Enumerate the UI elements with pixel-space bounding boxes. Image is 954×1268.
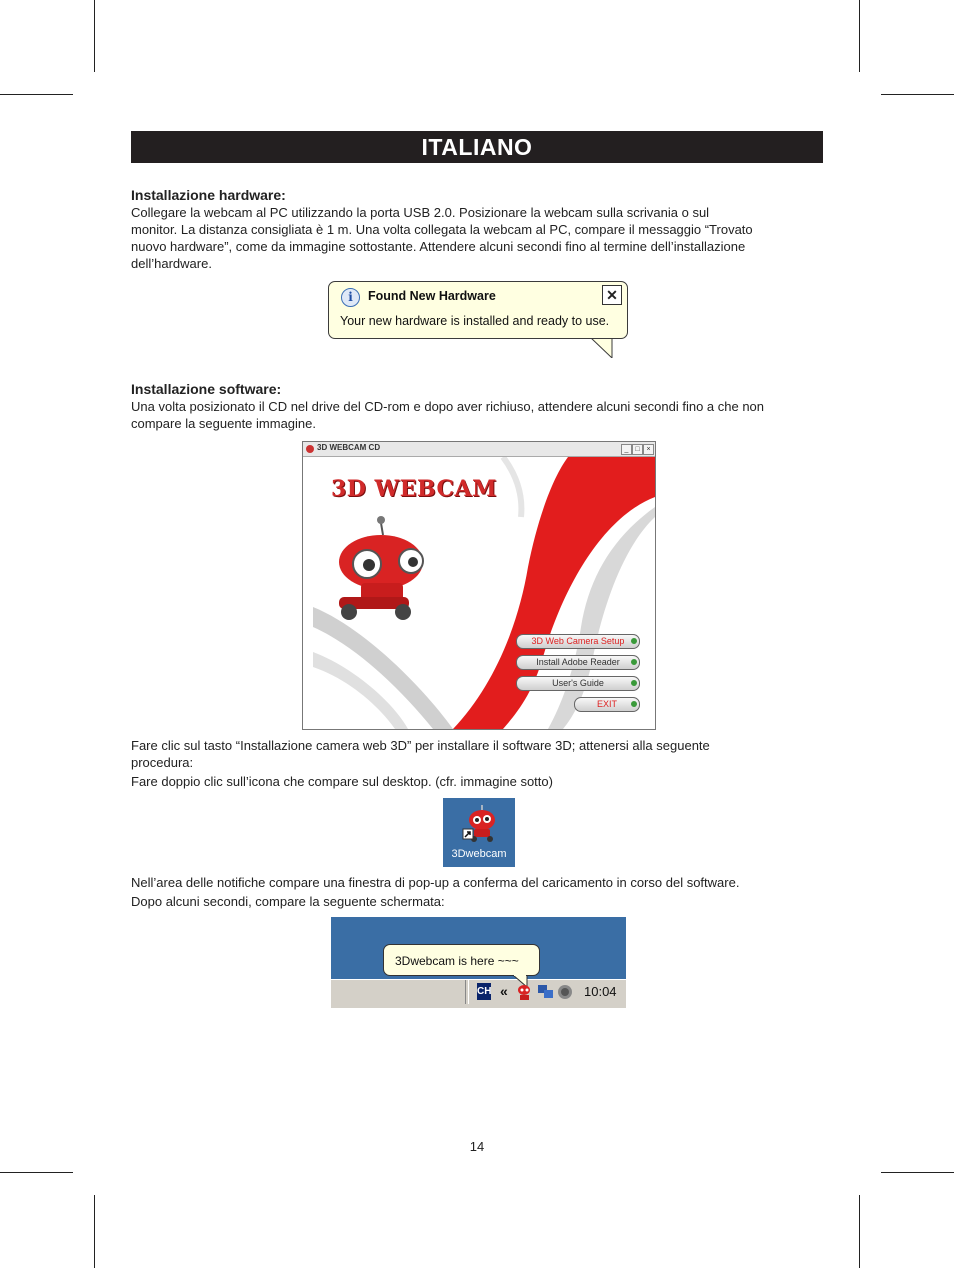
window-title: 3D WEBCAM CD — [317, 443, 381, 452]
balloon-message: Your new hardware is installed and ready to use. — [340, 314, 610, 328]
install-adobe-label: Install Adobe Reader — [536, 657, 620, 667]
instructions-section — [131, 737, 823, 790]
webcam-setup-label: 3D Web Camera Setup — [531, 636, 625, 646]
close-icon[interactable]: ✕ — [602, 285, 622, 305]
tray-clock: 10:04 — [584, 984, 617, 999]
install-adobe-reader-button[interactable] — [516, 655, 640, 670]
notify-section — [131, 874, 823, 910]
users-guide-label: User's Guide — [552, 678, 604, 688]
crop-mark — [881, 94, 954, 95]
robot-tray-icon — [518, 985, 530, 1000]
language-indicator[interactable]: CH — [477, 983, 491, 1000]
balloon-title: Found New Hardware — [368, 289, 496, 303]
crop-mark — [0, 1172, 73, 1173]
shortcut-label: 3Dwebcam — [451, 848, 507, 860]
bullet-icon — [631, 680, 637, 686]
tray-icons — [331, 917, 626, 1007]
app-icon — [306, 445, 314, 453]
exit-label: EXIT — [596, 699, 617, 709]
hardware-heading: Installazione hardware: — [131, 187, 286, 203]
instruction-line: procedura: — [131, 755, 194, 770]
hardware-line: nuovo hardware”, come da immagine sottostante. Attendere alcuni secondi fino al termine dell’installazione — [131, 239, 746, 254]
window-titlebar — [303, 442, 655, 457]
hardware-line: Collegare la webcam al PC utilizzando la porta USB 2.0. Posizionare la webcam sulla scrivania o sul — [131, 205, 710, 220]
crop-mark — [0, 94, 73, 95]
hardware-section — [131, 187, 823, 272]
instruction-line: Fare doppio clic sull’icona che compare sul desktop. (cfr. immagine sotto) — [131, 774, 553, 789]
software-heading: Installazione software: — [131, 381, 282, 397]
hardware-line: dell’hardware. — [131, 256, 212, 271]
crop-mark — [881, 1172, 954, 1173]
bullet-icon — [631, 701, 637, 707]
notification-bubble: 3Dwebcam is here ~~~ — [383, 944, 540, 976]
bullet-icon — [631, 638, 637, 644]
maximize-button[interactable]: □ — [632, 444, 643, 455]
users-guide-button[interactable] — [516, 676, 640, 691]
robot-mascot-icon — [339, 516, 423, 620]
network-tray-icon — [538, 985, 553, 998]
expand-tray-icon[interactable]: « — [500, 983, 508, 999]
software-section — [131, 381, 823, 432]
software-line: compare la seguente immagine. — [131, 416, 316, 431]
close-button[interactable]: × — [643, 444, 654, 455]
volume-tray-icon — [558, 985, 572, 999]
instruction-line: Fare clic sul tasto “Installazione camera web 3D” per installare il software 3D; attenersi alla seguente — [131, 738, 710, 753]
language-banner: ITALIANO — [131, 131, 823, 163]
robot-shortcut-icon — [443, 798, 515, 848]
desktop-shortcut[interactable] — [443, 798, 515, 867]
info-icon: i — [341, 288, 360, 307]
exit-button[interactable] — [574, 697, 640, 712]
crop-mark — [94, 0, 95, 72]
software-line: Una volta posizionato il CD nel drive del CD-rom e dopo aver richiuso, attendere alcuni secondi fino a che non — [131, 399, 765, 414]
page-number: 14 — [469, 1139, 485, 1154]
webcam-cd-window — [302, 441, 656, 730]
hardware-line: monitor. La distanza consigliata è 1 m. Una volta collegata la webcam al PC, compare il messaggio “Trovato — [131, 222, 753, 237]
crop-mark — [859, 0, 860, 72]
found-new-hardware-balloon — [328, 281, 628, 358]
notify-line: Dopo alcuni secondi, compare la seguente schermata: — [131, 894, 445, 909]
bullet-icon — [631, 659, 637, 665]
notify-line: Nell’area delle notifiche compare una finestra di pop-up a conferma del caricamento in corso del software. — [131, 875, 740, 890]
webcam-logo: 3D WEBCAM — [331, 476, 497, 502]
crop-mark — [94, 1195, 95, 1268]
minimize-button[interactable]: _ — [621, 444, 632, 455]
crop-mark — [859, 1195, 860, 1268]
taskbar-tray-screenshot — [331, 917, 626, 1007]
webcam-setup-button[interactable] — [516, 634, 640, 649]
